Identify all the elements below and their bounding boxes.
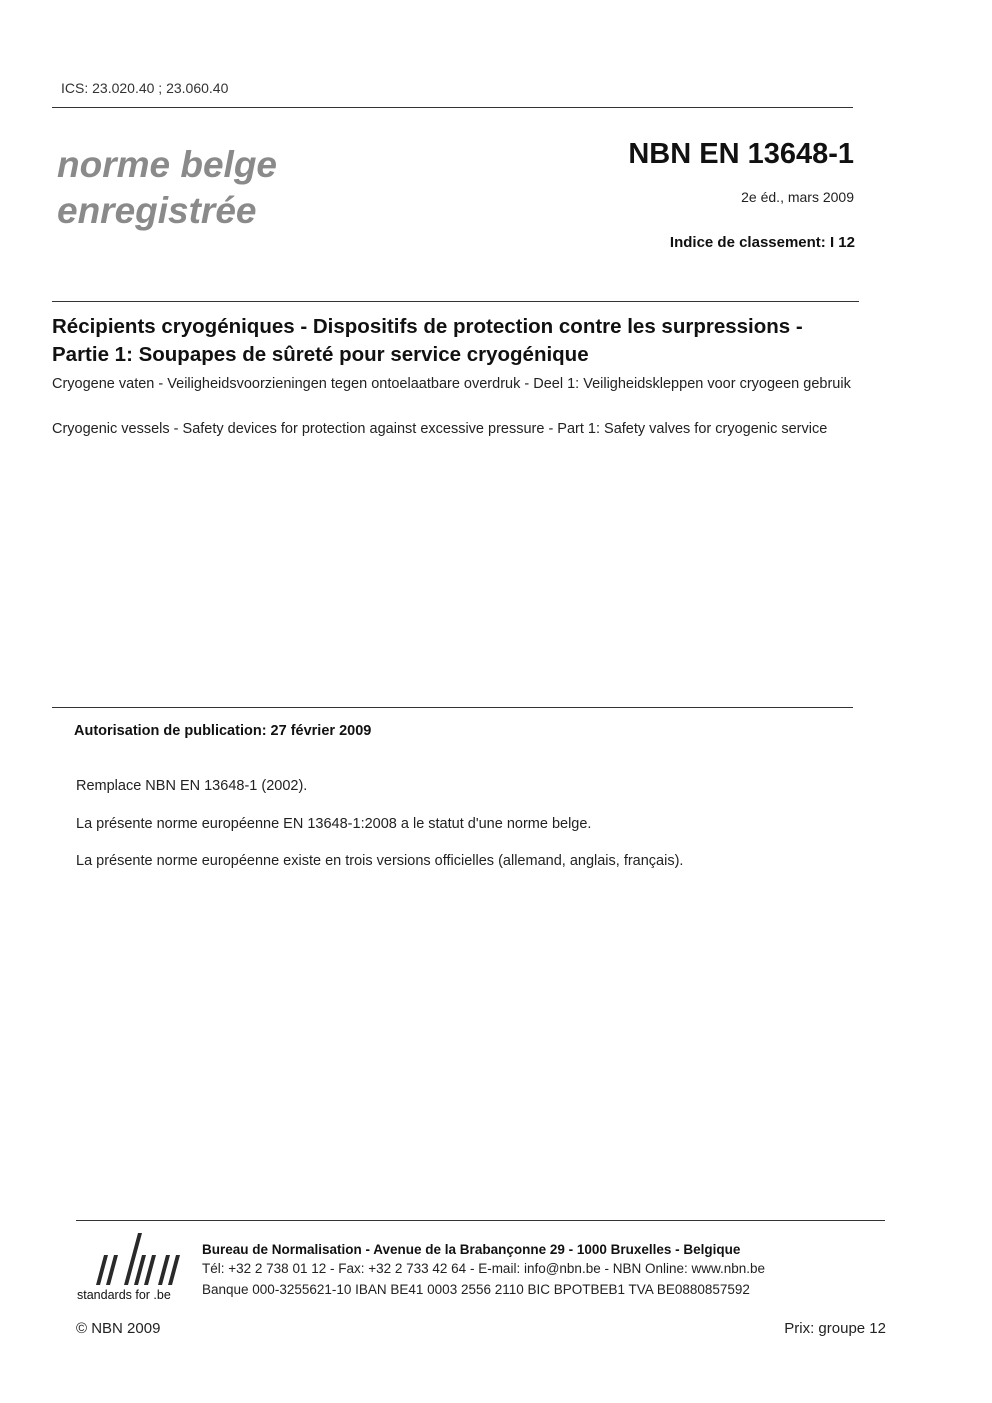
publication-divider — [52, 707, 853, 708]
footer-address: Bureau de Normalisation - Avenue de la Brabançonne 29 - 1000 Bruxelles - Belgique — [202, 1242, 741, 1257]
classification-index: Indice de classement: I 12 — [669, 234, 855, 251]
title-dutch: Cryogene vaten - Veiligheidsvoorzieningen tegen ontoelaatbare overdruk - Deel 1: Veiligheidskleppen voor cryogeen gebruik — [52, 376, 851, 392]
edition: 2e éd., mars 2009 — [741, 189, 854, 205]
title-french: Récipients cryogéniques - Dispositifs de protection contre les surpressions - Partie 1: Soupapes de sûreté pour service cryogénique — [52, 315, 803, 366]
note-versions: La présente norme européenne existe en trois versions officielles (allemand, anglais, français). — [76, 853, 684, 869]
publication-authorisation: Autorisation de publication: 27 février 2009 — [74, 723, 372, 739]
ics-code: ICS: 23.020.40 ; 23.060.40 — [61, 80, 229, 96]
footer-bank: Banque 000-3255621-10 IBAN BE41 0003 2556 2110 BIC BPOTBEB1 TVA BE0880857592 — [202, 1282, 750, 1297]
title-english: Cryogenic vessels - Safety devices for protection against excessive pressure - Part 1: Safety valves for cryogenic service — [52, 421, 828, 437]
header-divider — [52, 107, 853, 108]
copyright: © NBN 2009 — [76, 1320, 161, 1337]
logo-tagline: standards for .be — [77, 1288, 171, 1302]
registration-line-1: norme belge — [57, 144, 277, 185]
title-divider — [52, 301, 859, 302]
note-status: La présente norme européenne EN 13648-1:2008 a le statut d'une norme belge. — [76, 816, 592, 832]
registration-label — [57, 142, 377, 234]
footer-contact: Tél: +32 2 738 01 12 - Fax: +32 2 733 42 64 - E-mail: info@nbn.be - NBN Online: www.nbn.be — [202, 1261, 766, 1276]
price-group: Prix: groupe 12 — [784, 1320, 886, 1337]
standard-reference: NBN EN 13648-1 — [628, 138, 854, 170]
registration-line-2: enregistrée — [57, 190, 257, 231]
footer-divider — [76, 1220, 885, 1221]
note-replaces: Remplace NBN EN 13648-1 (2002). — [76, 778, 308, 794]
